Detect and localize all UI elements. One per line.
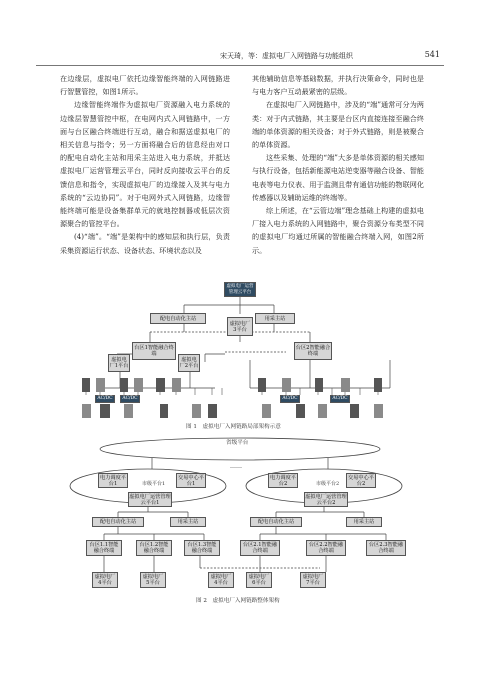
- distribution-master-right: [250, 517, 302, 527]
- vpp-4-right: [208, 572, 234, 588]
- device-image: [341, 378, 350, 392]
- station-1-1-terminal: [86, 540, 122, 556]
- acdc-label: AC/DC: [282, 396, 298, 401]
- device-image: [120, 378, 128, 392]
- device-image: [160, 404, 168, 418]
- vpp-4-left: [92, 572, 118, 588]
- vpp1-platform: [108, 354, 130, 372]
- dispatch-platform-1-label: 电力调度平台1: [100, 474, 126, 487]
- city-platform-1: 市级平台1: [142, 481, 166, 487]
- station-1-2-terminal: [136, 540, 172, 556]
- figure-2-caption: 图 2 虚拟电厂入网链路整体架构: [196, 598, 280, 604]
- station-label: 台区2.2智能融合终端: [308, 542, 344, 554]
- vpp2-platform: [178, 354, 200, 372]
- vpp-cloud-2-label: 虚拟电厂运营管理云平台2: [305, 493, 347, 506]
- acdc-box: [280, 395, 300, 403]
- device-image: [262, 404, 271, 418]
- vpp-label: 虚拟电厂7平台: [302, 574, 324, 586]
- device-image: [134, 378, 143, 392]
- acdc-label: AC/DC: [97, 396, 113, 401]
- left-column: [60, 72, 230, 257]
- ellipsis: ……: [230, 463, 242, 470]
- station-label: 台区1.3智能融合终端: [187, 542, 217, 554]
- device-image: [172, 378, 181, 392]
- vpp-5-left: [140, 572, 166, 588]
- metering-master-left-label: 用采主站: [177, 519, 199, 525]
- station-2-terminal: [294, 342, 332, 360]
- metering-master-label: 用采主站: [264, 315, 286, 322]
- metering-master: [255, 313, 295, 324]
- vpp-cloud-1: [128, 492, 172, 507]
- station-2-1-terminal: [240, 540, 280, 556]
- dispatch-platform-1: [98, 473, 128, 488]
- paragraph: 其他辅助信息等基础数据，并执行决策命令，同时也是与电力客户互动最紧密的层级。: [252, 74, 424, 97]
- paragraph: 在边缘层，虚拟电厂依托边缘智能终端的入网链路进行智慧管控，如图1所示。: [60, 74, 230, 97]
- device-image: [258, 378, 266, 392]
- acdc-box: [95, 395, 115, 403]
- device-image: [318, 404, 327, 418]
- device-image: [296, 404, 305, 418]
- acdc-label: AC/DC: [122, 396, 138, 401]
- vpp-cloud-platform: [224, 282, 256, 297]
- station-1-terminal: [132, 342, 176, 360]
- vpp-label: 虚拟电厂5平台: [142, 574, 164, 586]
- paragraph: 综上所述，在“云管边端”理念基础上构建的虚拟电厂接入电力系统的入网链路中，聚合资源分布类型不同的虚拟电厂均通过所属的智能融合终端入网，如图2所示。: [252, 206, 424, 255]
- station-1-terminal-label: 台区1智能融合终端: [134, 345, 174, 357]
- vpp-label: 虚拟电厂6平台: [248, 574, 270, 586]
- device-image: [82, 378, 90, 392]
- vpp3-platform: [227, 317, 253, 336]
- vpp2-platform-label: 虚拟电厂2平台: [179, 357, 199, 369]
- station-2-3-terminal: [366, 540, 406, 556]
- paragraph: 在虚拟电厂入网链路中，涉及的“端”通常可分为两类：对于内式链路，其主要是台区内直接连接至融合终端的单体资源的相关设备；对于外式链路，则是被聚合的单体资源。: [252, 100, 424, 150]
- device-image: [374, 404, 383, 418]
- city-platform-2: 市级平台2: [316, 481, 340, 487]
- distribution-master-left-label: 配电自动化主站: [99, 519, 137, 525]
- page-number: 541: [424, 50, 440, 59]
- vpp-cloud-2: [304, 492, 348, 507]
- vpp-label: 虚拟电厂4平台: [94, 574, 116, 586]
- acdc-label: AC/DC: [332, 396, 348, 401]
- vpp1-platform-label: 虚拟电厂1平台: [109, 357, 129, 369]
- right-column: [252, 72, 424, 257]
- station-label: 台区2.1智能融合终端: [242, 542, 278, 554]
- paragraph: 边缘智能终端作为虚拟电厂资源融入电力系统的边缘层智慧管控中枢，在电网内式入网链路中，一方面与台区融合终端进行互动，融合和据送虚拟电厂的相关信息与指令；另一方面将融合后的信息经由对口的配电自动化主站和用采主站进入电力系统，并抵达虚拟电厂运营管理云平台，同时反向接收云平台的反馈信息和指令，实现虚拟电厂的边缘接入及其与电力系统的“云边协同”。对于电网外式入网链路，边缘智能终端可能是设备集群单元的就地控制器或低层次资源聚合的管控平台。: [60, 100, 230, 229]
- vpp-cloud-platform-label: 虚拟电厂运营管理云平台: [226, 283, 254, 295]
- figure-1-caption: 图 1 虚拟电厂入网链路局部架构示意: [186, 424, 281, 430]
- device-image: [192, 404, 201, 418]
- station-2-terminal-label: 台区2智能融合终端: [295, 345, 331, 357]
- acdc-box: [330, 395, 350, 403]
- distribution-master-right-label: 配电自动化主站: [257, 519, 295, 525]
- distribution-automation-master-label: 配电自动化主站: [159, 315, 197, 322]
- metering-master-left: [170, 517, 206, 527]
- page-header: [36, 51, 444, 66]
- trade-center-1-label: 交易中心平台1: [178, 474, 204, 487]
- trade-center-1: [176, 473, 206, 488]
- device-image: [96, 378, 105, 392]
- vpp-6-right: [246, 572, 272, 588]
- vpp-7-right: [300, 572, 326, 588]
- paragraph: 这些采集、处理的“端”大多是单体资源的相关感知与执行设备，包括新能源电站逆变器等融合设备、智能电表等电力仪表、用于监测且带有通信功能的物联网化传感器以及辅助运维的终端等。: [252, 153, 424, 202]
- device-image: [282, 378, 291, 392]
- provincial-platform-label: 省级平台: [226, 440, 249, 446]
- device-image: [82, 404, 91, 418]
- vpp3-platform-label: 虚拟电厂3平台: [229, 320, 251, 333]
- distribution-automation-master: [150, 313, 206, 324]
- trade-center-2: [346, 473, 376, 488]
- station-label: 台区2.3智能融合终端: [368, 542, 404, 554]
- trade-center-2-label: 交易中心平台2: [348, 474, 374, 487]
- dispatch-platform-2: [268, 473, 298, 488]
- device-image: [100, 404, 110, 418]
- device-image: [374, 378, 382, 392]
- running-title: 宋天琦，等：虚拟电厂入网链路与功能组织: [220, 52, 353, 60]
- metering-master-right-label: 用采主站: [353, 519, 375, 525]
- station-2-2-terminal: [306, 540, 346, 556]
- metering-master-right: [346, 517, 382, 527]
- station-label: 台区1.2智能融合终端: [139, 542, 169, 554]
- station-label: 台区1.1智能融合终端: [89, 542, 119, 554]
- device-image: [315, 378, 323, 392]
- distribution-master-left: [92, 517, 144, 527]
- dispatch-platform-2-label: 电力调度平台2: [270, 474, 296, 487]
- paragraph: (4)“端”。“端”是架构中的感知层和执行层，负责采集资源运行状态、设备状态、环境状态以及: [60, 232, 230, 255]
- device-image: [350, 404, 359, 418]
- vpp-cloud-1-label: 虚拟电厂运营管理云平台1: [129, 493, 171, 506]
- station-1-3-terminal: [184, 540, 220, 556]
- vpp-label: 虚拟电厂4平台: [210, 574, 232, 586]
- acdc-box: [120, 395, 140, 403]
- device-image: [156, 378, 165, 392]
- device-image: [124, 404, 133, 418]
- device-image: [208, 404, 217, 418]
